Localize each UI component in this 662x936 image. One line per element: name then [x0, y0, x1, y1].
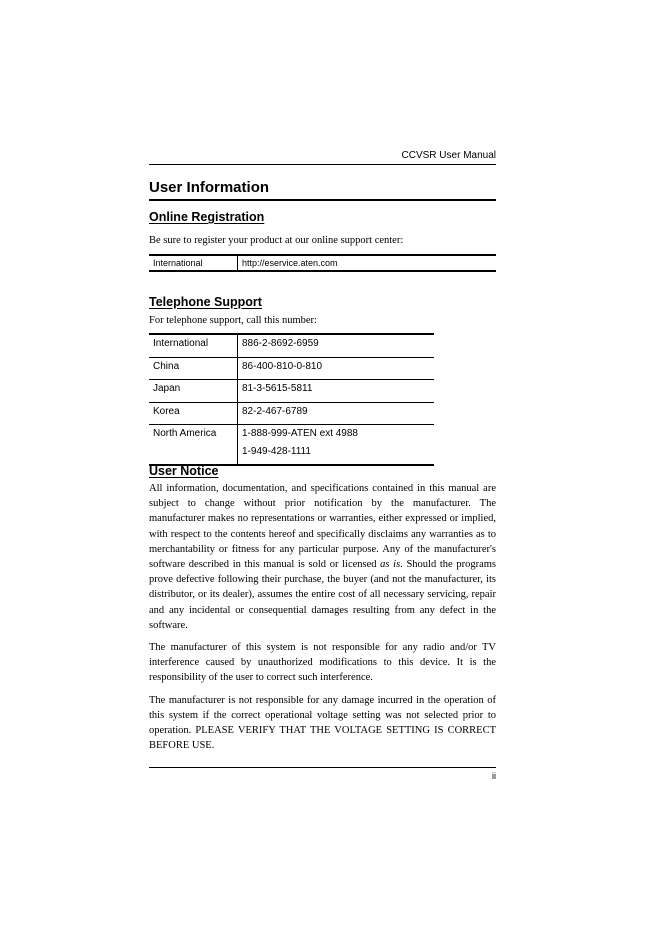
registration-region: International: [149, 256, 238, 270]
online-registration-intro: Be sure to register your product at our online support center:: [149, 235, 404, 246]
tel-number: 82-2-467-6789: [242, 405, 308, 417]
telephone-support-intro: For telephone support, call this number:: [149, 315, 317, 326]
table-row: [149, 403, 434, 426]
page-number: ii: [492, 771, 496, 781]
telephone-table: [149, 333, 434, 466]
tel-number: 1-888-999-ATEN ext 4988: [242, 428, 358, 439]
header-rule: [149, 164, 496, 165]
table-row: [149, 358, 434, 381]
tel-number: 86-400-810-0-810: [242, 360, 323, 372]
tel-region: China: [153, 360, 180, 372]
registration-url-link[interactable]: http://eservice.aten.com: [242, 258, 338, 268]
footer-rule: [149, 767, 496, 768]
user-notice-body: [149, 481, 496, 753]
tel-number: 1-949-428-1111: [242, 445, 311, 457]
tel-number: 81-3-5615-5811: [242, 383, 313, 394]
notice-emphasis: as is: [380, 559, 401, 571]
title-rule: [149, 199, 496, 201]
table-row: [149, 380, 434, 403]
page-title: User Information: [149, 179, 270, 196]
running-header: CCVSR User Manual: [401, 150, 496, 161]
tel-region: Korea: [153, 405, 180, 417]
tel-region: Japan: [153, 383, 181, 394]
online-registration-heading: Online Registration: [149, 210, 265, 224]
tel-number: 886-2-8692-6959: [242, 338, 319, 349]
telephone-support-heading: Telephone Support: [149, 295, 262, 309]
tel-region: North America: [153, 428, 217, 439]
table-row: [149, 425, 434, 464]
user-notice-paragraph-1: [149, 481, 496, 633]
user-notice-paragraph-2: The manufacturer of this system is not responsible for any radio and/or TV interference caused by unauthorized modifications to this device. It is the responsibility of the user to correct such interference.: [149, 642, 496, 684]
table-row: [149, 256, 496, 270]
table-row: [149, 335, 434, 358]
notice-text: . Should the programs prove defective following their purchase, the buyer (and not the manufacturer, its distributor, or its dealer), assumes the entire cost of all necessary servicing, repair and any incidental or consequential damages resulting from any defect in the software.: [149, 559, 496, 631]
user-notice-paragraph-3: The manufacturer is not responsible for any damage incurred in the operation of this system if the correct operational voltage setting was not selected prior to operation. PLEASE VERIFY THAT THE VOLTAGE SETTING IS CORRECT BEFORE USE.: [149, 694, 496, 752]
notice-text: All information, documentation, and specifications contained in this manual are subject to change without prior notification by the manufacturer. The manufacturer makes no representations or warranties, either expressed or implied, with respect to the contents hereof and specifically disclaims any warranties as to merchantability or fitness for any particular purpose. Any of the manufacturer's software described in this manual is sold or licensed: [149, 483, 496, 571]
registration-table: [149, 254, 496, 272]
tel-region: International: [153, 338, 209, 349]
user-notice-heading: User Notice: [149, 464, 219, 478]
